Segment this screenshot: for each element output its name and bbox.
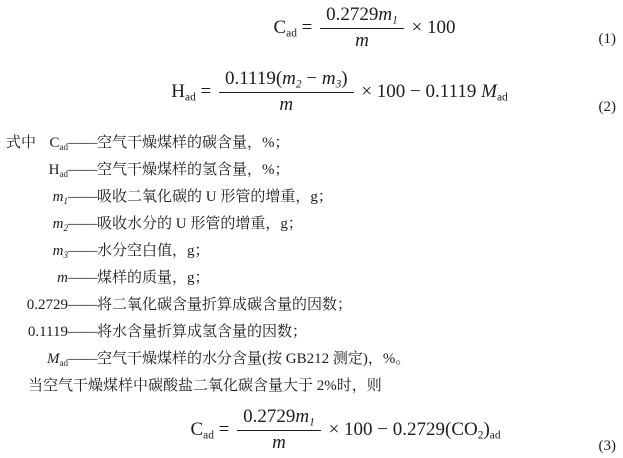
subscript-text: 3	[335, 78, 342, 91]
definition-row	[0, 157, 623, 184]
fraction-numerator	[219, 68, 354, 93]
formula-text: 0.1119(	[225, 68, 283, 90]
equation-block-3	[0, 402, 623, 458]
equals-sign: =	[195, 80, 216, 102]
definition-description: 将二氧化碳含量折算成碳含量的因数；	[97, 297, 353, 313]
formula-text: C	[49, 135, 60, 151]
formula-text: × 100 − 0.1119	[356, 80, 482, 102]
equation-3-formula	[190, 406, 500, 454]
formula-text: 0.2729	[326, 4, 379, 26]
subscript-text: 2	[295, 78, 302, 91]
formula-text: m	[295, 406, 310, 428]
formula-text: H	[171, 80, 186, 102]
fraction-denominator	[355, 29, 369, 52]
definition-row	[0, 292, 623, 319]
definition-term	[0, 319, 68, 346]
subscript-text: ad	[496, 91, 508, 104]
subscript-text: 1	[392, 14, 398, 27]
formula-text: M	[481, 80, 497, 102]
definition-row	[0, 346, 623, 373]
equation-lhs	[190, 419, 213, 442]
subscript-text: ad	[185, 91, 196, 104]
subscript-text: ad	[59, 168, 68, 179]
subscript-text: ad	[489, 429, 501, 442]
formula-text: m	[272, 431, 286, 453]
subscript-text: 1	[309, 416, 315, 429]
equation-lhs	[273, 17, 296, 40]
definition-row	[0, 265, 623, 292]
fraction-numerator	[320, 4, 404, 29]
where-label: 式中	[6, 135, 37, 151]
fraction	[219, 68, 354, 116]
formula-text: m	[378, 4, 393, 26]
definition-description: 空气干燥煤样的碳含量，%；	[97, 135, 290, 151]
equals-sign: =	[213, 418, 235, 440]
definition-dash: ——	[68, 135, 97, 151]
definition-description: 将水含量折算成氢含量的因数；	[97, 324, 308, 340]
definition-dash: ——	[68, 243, 97, 259]
definition-description: 吸收水分的 U 形管的增重，g；	[97, 216, 303, 232]
formula-text: 0.2729	[26, 297, 68, 313]
definition-description: 吸收二氧化碳的 U 形管的增重，g；	[97, 189, 333, 205]
equation-2-number: (2)	[598, 99, 616, 115]
equation-rhs-tail	[324, 419, 501, 442]
subscript-text: 2	[63, 222, 68, 233]
formula-text: C	[190, 418, 204, 440]
subscript-text: ad	[203, 429, 214, 442]
subscript-text: ad	[59, 357, 68, 368]
subscript-text: 1	[63, 195, 68, 206]
formula-text: × 100 − 0.2729(CO	[323, 418, 478, 440]
condition-paragraph: 当空气干燥煤样中碳酸盐二氧化碳含量大于 2%时，则	[28, 378, 382, 394]
formula-text: m	[52, 216, 64, 232]
equation-3-number: (3)	[598, 438, 616, 454]
definition-row	[0, 184, 623, 211]
equation-2-formula	[171, 68, 507, 116]
formula-text: )	[341, 68, 348, 90]
formula-text: m	[321, 68, 336, 90]
definition-description: 空气干燥煤样的水分含量(按 GB212 测定)，%。	[97, 351, 411, 367]
fraction-denominator	[272, 431, 286, 454]
formula-text: m	[52, 189, 64, 205]
definition-dash: ——	[68, 324, 97, 340]
equation-1-number: (1)	[598, 31, 616, 47]
formula-text: )	[483, 418, 490, 440]
formula-text: m	[52, 243, 64, 259]
definition-term	[0, 292, 68, 319]
definition-dash: ——	[68, 297, 97, 313]
definition-dash: ——	[68, 216, 97, 232]
definition-term	[0, 265, 68, 292]
subscript-text: ad	[286, 27, 297, 40]
definition-row	[0, 238, 623, 265]
equation-1-formula	[273, 4, 455, 52]
fraction-denominator	[279, 93, 293, 116]
formula-text: −	[301, 68, 322, 90]
fraction-numerator	[237, 406, 321, 431]
equation-block-1	[0, 0, 623, 56]
equation-rhs-tail	[407, 17, 456, 39]
definition-row	[0, 130, 623, 157]
subscript-text: 2	[477, 429, 484, 442]
formula-text: M	[47, 351, 60, 367]
fraction	[320, 4, 404, 52]
definitions-list	[0, 130, 623, 373]
definition-dash: ——	[68, 351, 97, 367]
definition-description: 煤样的质量，g；	[97, 270, 210, 286]
definition-dash: ——	[68, 162, 97, 178]
equation-lhs	[171, 81, 196, 104]
formula-text: 0.1119	[27, 324, 68, 340]
equals-sign: =	[296, 16, 318, 38]
formula-text: 0.2729	[243, 406, 296, 428]
fraction	[237, 406, 321, 454]
definition-row	[0, 211, 623, 238]
formula-text: H	[48, 162, 60, 178]
formula-text: × 100	[406, 16, 456, 38]
definition-term	[0, 346, 68, 377]
definition-row	[0, 319, 623, 346]
formula-text: m	[279, 93, 294, 115]
definition-description: 空气干燥煤样的氢含量，%；	[97, 162, 290, 178]
subscript-text: ad	[59, 141, 68, 152]
equation-block-2	[0, 56, 623, 122]
subscript-text: 3	[63, 249, 68, 260]
definition-dash: ——	[68, 189, 97, 205]
formula-text: m	[57, 270, 68, 286]
equation-rhs-tail	[357, 81, 508, 104]
definition-dash: ——	[68, 270, 97, 286]
formula-text: m	[282, 68, 296, 90]
formula-text: C	[273, 16, 287, 38]
formula-text: m	[355, 29, 369, 51]
definition-description: 水分空白值，g；	[97, 243, 210, 259]
